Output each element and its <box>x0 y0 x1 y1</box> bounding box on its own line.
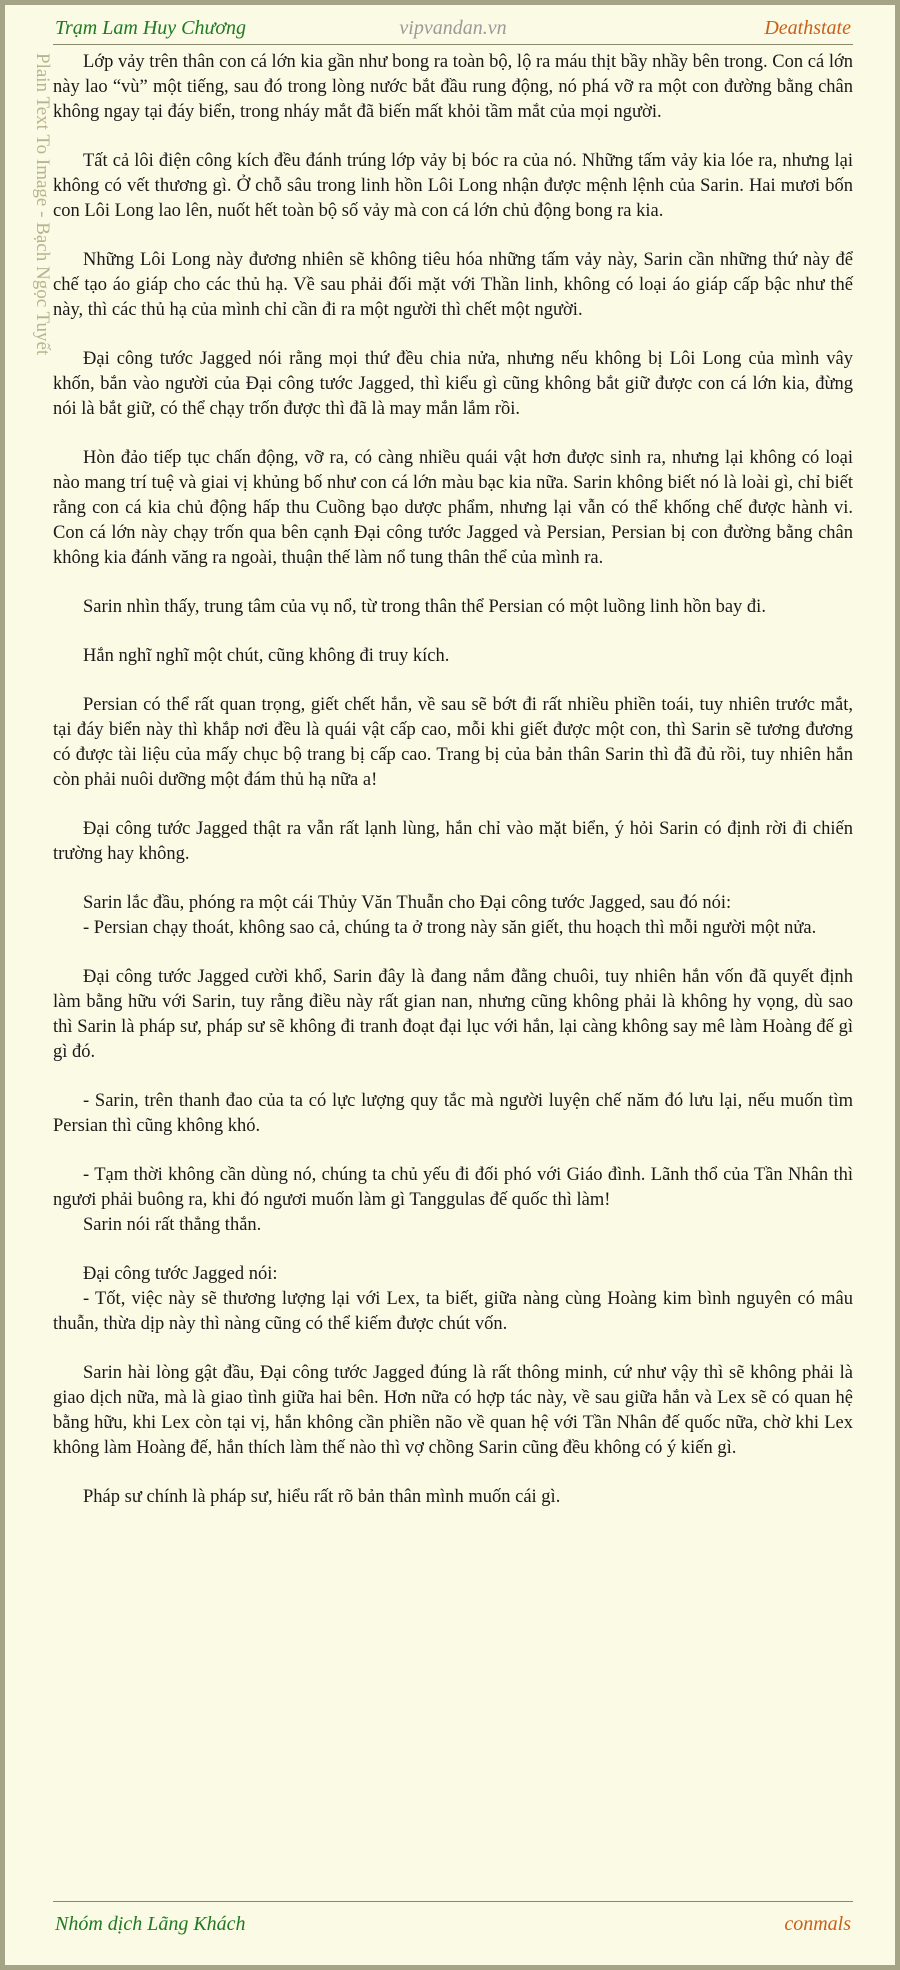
side-watermark: Plain Text To Image - Bạch Ngọc Tuyết <box>32 53 53 356</box>
footer-divider <box>53 1901 853 1902</box>
paragraph-line: Những Lôi Long này đương nhiên sẽ không tiêu hóa những tấm vảy này, Sarin cần những thứ này để chế tạo áo giáp cho các thủ hạ. Về sau phải đối mặt với Thần linh, không có loại áo giáp cấp bậc như thế này, thì các thủ hạ của mình chỉ cần đi ra một người thì chết một người. <box>53 250 853 320</box>
paragraph <box>53 1262 853 1337</box>
paragraph <box>53 891 853 941</box>
header-site: vipvandan.vn <box>399 17 507 39</box>
paragraph <box>53 644 853 669</box>
dialogue-line: - Tạm thời không cần dùng nó, chúng ta chủ yếu đi đối phó với Giáo đình. Lãnh thổ của Tần Nhân thì ngươi phải buông ra, khi đó ngươi muốn làm gì Tanggulas đế quốc thì làm! <box>53 1165 853 1210</box>
paragraph-line: Tất cả lôi điện công kích đều đánh trúng lớp vảy bị bóc ra của nó. Những tấm vảy kia lóe ra, nhưng lại không có vết thương gì. Ở chỗ sâu trong linh hồn Lôi Long nhận được mệnh lệnh của Sarin. Hai mươi bốn con Lôi Long lao lên, nuốt hết toàn bộ số vảy mà con cá lớn chủ động bong ra kia. <box>53 151 853 221</box>
paragraph <box>53 693 853 793</box>
paragraph-line: Sarin hài lòng gật đầu, Đại công tước Jagged đúng là rất thông minh, cứ như vậy thì sẽ không phải là giao dịch nữa, mà là giao tình giữa hai bên. Hơn nữa có hợp tác này, về sau giữa hắn và Lex sẽ có quan hệ bằng hữu, khi Lex còn tại vị, hắn không cần phiền não về quan hệ với Tần Nhân đế quốc nữa, chờ khi Lex không làm Hoàng đế, hắn thích làm thế nào thì vợ chồng Sarin cũng đều không có ý kiến gì. <box>53 1363 853 1458</box>
paragraph-line: Đại công tước Jagged cười khổ, Sarin đây là đang nắm đằng chuôi, tuy nhiên hắn vốn đã quyết định làm bằng hữu với Sarin, tuy rằng điều này rất gian nan, nhưng cũng không phải là không hy vọng, dù sao thì Sarin là pháp sư, pháp sư sẽ không đi tranh đoạt đại lục với hắn, lại càng không say mê làm Hoàng đế gì gì đó. <box>53 967 853 1062</box>
paragraph-line: Đại công tước Jagged nói rằng mọi thứ đều chia nửa, nhưng nếu không bị Lôi Long của mình vây khốn, bắn vào người của Đại công tước Jagged, thì kiểu gì cũng không bắt giữ được con cá lớn kia, đừng nói là bắt giữ, có thể chạy trốn được thì đã là may mắn lắm rồi. <box>53 349 853 419</box>
paragraph <box>53 50 853 125</box>
paragraph-line: Hòn đảo tiếp tục chấn động, vỡ ra, có càng nhiều quái vật hơn được sinh ra, nhưng lại không có loại nào mang trí tuệ và giai vị khủng bố như con cá lớn màu bạc kia nữa. Sarin không biết nó là loài gì, chỉ biết rằng con cá kia chủ động hấp thu Cuồng bạo dược phẩm, nhưng lại vẫn có thể khống chế được hành vi. Con cá lớn này chạy trốn qua bên cạnh Đại công tước Jagged và Persian, Persian bị con đường bằng chân không kia đánh văng ra ngoài, thuận thế làm nổ tung thân thể của mình ra. <box>53 448 853 568</box>
dialogue-line: - Sarin, trên thanh đao của ta có lực lượng quy tắc mà người luyện chế năm đó lưu lại, nếu muốn tìm Persian thì cũng không khó. <box>53 1091 853 1136</box>
paragraph <box>53 817 853 867</box>
paragraph-line: Persian có thể rất quan trọng, giết chết hắn, về sau sẽ bớt đi rất nhiều phiền toái, tuy nhiên trước mắt, tại đáy biển này thì khắp nơi đều là quái vật cấp cao, mỗi khi giết được một con, thì Sarin sẽ tương đương có được tài liệu của mấy chục bộ trang bị cấp cao. Trang bị của bản thân Sarin thì đã đủ rồi, tuy nhiên hắn còn phải nuôi dưỡng một đám thủ hạ nữa a! <box>53 695 853 790</box>
footer-translator: Nhóm dịch Lãng Khách <box>55 1913 246 1935</box>
paragraph <box>53 1163 853 1238</box>
paragraph <box>53 248 853 323</box>
header-author: Deathstate <box>764 17 851 39</box>
paragraph <box>53 446 853 571</box>
paragraph-line: Lớp vảy trên thân con cá lớn kia gần như bong ra toàn bộ, lộ ra máu thịt bầy nhầy bên trong. Con cá lớn này lao “vù” một tiếng, sau đó trong lòng nước bắt đầu rung động, nó phá vỡ ra một con đường bằng chân không ngay tại đáy biển, trong nháy mắt đã biến mất khỏi tầm mắt của mọi người. <box>53 52 853 122</box>
paragraph <box>53 149 853 224</box>
paragraph <box>53 1089 853 1139</box>
paragraph <box>53 347 853 422</box>
dialogue-line: - Tốt, việc này sẽ thương lượng lại với Lex, ta biết, giữa nàng cùng Hoàng kim bình nguyên có mâu thuẫn, thừa dịp này thì nàng cũng có thể kiếm được chút vốn. <box>53 1289 853 1334</box>
paragraph <box>53 1361 853 1461</box>
paragraph-line: Đại công tước Jagged nói: <box>83 1264 278 1284</box>
paragraph-line: Đại công tước Jagged thật ra vẫn rất lạnh lùng, hắn chỉ vào mặt biển, ý hỏi Sarin có định rời đi chiến trường hay không. <box>53 819 853 864</box>
paragraph-line: Sarin nói rất thẳng thắn. <box>83 1215 262 1235</box>
paragraph-line: Sarin lắc đầu, phóng ra một cái Thủy Văn Thuẫn cho Đại công tước Jagged, sau đó nói: <box>83 893 732 913</box>
page-header <box>53 13 853 47</box>
paragraph <box>53 595 853 620</box>
paragraph-line: Hắn nghĩ nghĩ một chút, cũng không đi truy kích. <box>83 646 450 666</box>
paragraph <box>53 965 853 1065</box>
header-title: Trạm Lam Huy Chương <box>55 17 247 39</box>
dialogue-line: - Persian chạy thoát, không sao cả, chúng ta ở trong này săn giết, thu hoạch thì mỗi người một nửa. <box>83 918 817 938</box>
story-content <box>53 50 853 1534</box>
page-footer <box>53 1909 853 1943</box>
header-divider <box>53 44 853 45</box>
paragraph <box>53 1485 853 1510</box>
paragraph-line: Sarin nhìn thấy, trung tâm của vụ nổ, từ trong thân thể Persian có một luồng linh hồn bay đi. <box>83 597 766 617</box>
footer-editor: conmals <box>784 1913 851 1935</box>
page <box>5 5 895 1965</box>
paragraph-line: Pháp sư chính là pháp sư, hiểu rất rõ bản thân mình muốn cái gì. <box>83 1487 561 1507</box>
